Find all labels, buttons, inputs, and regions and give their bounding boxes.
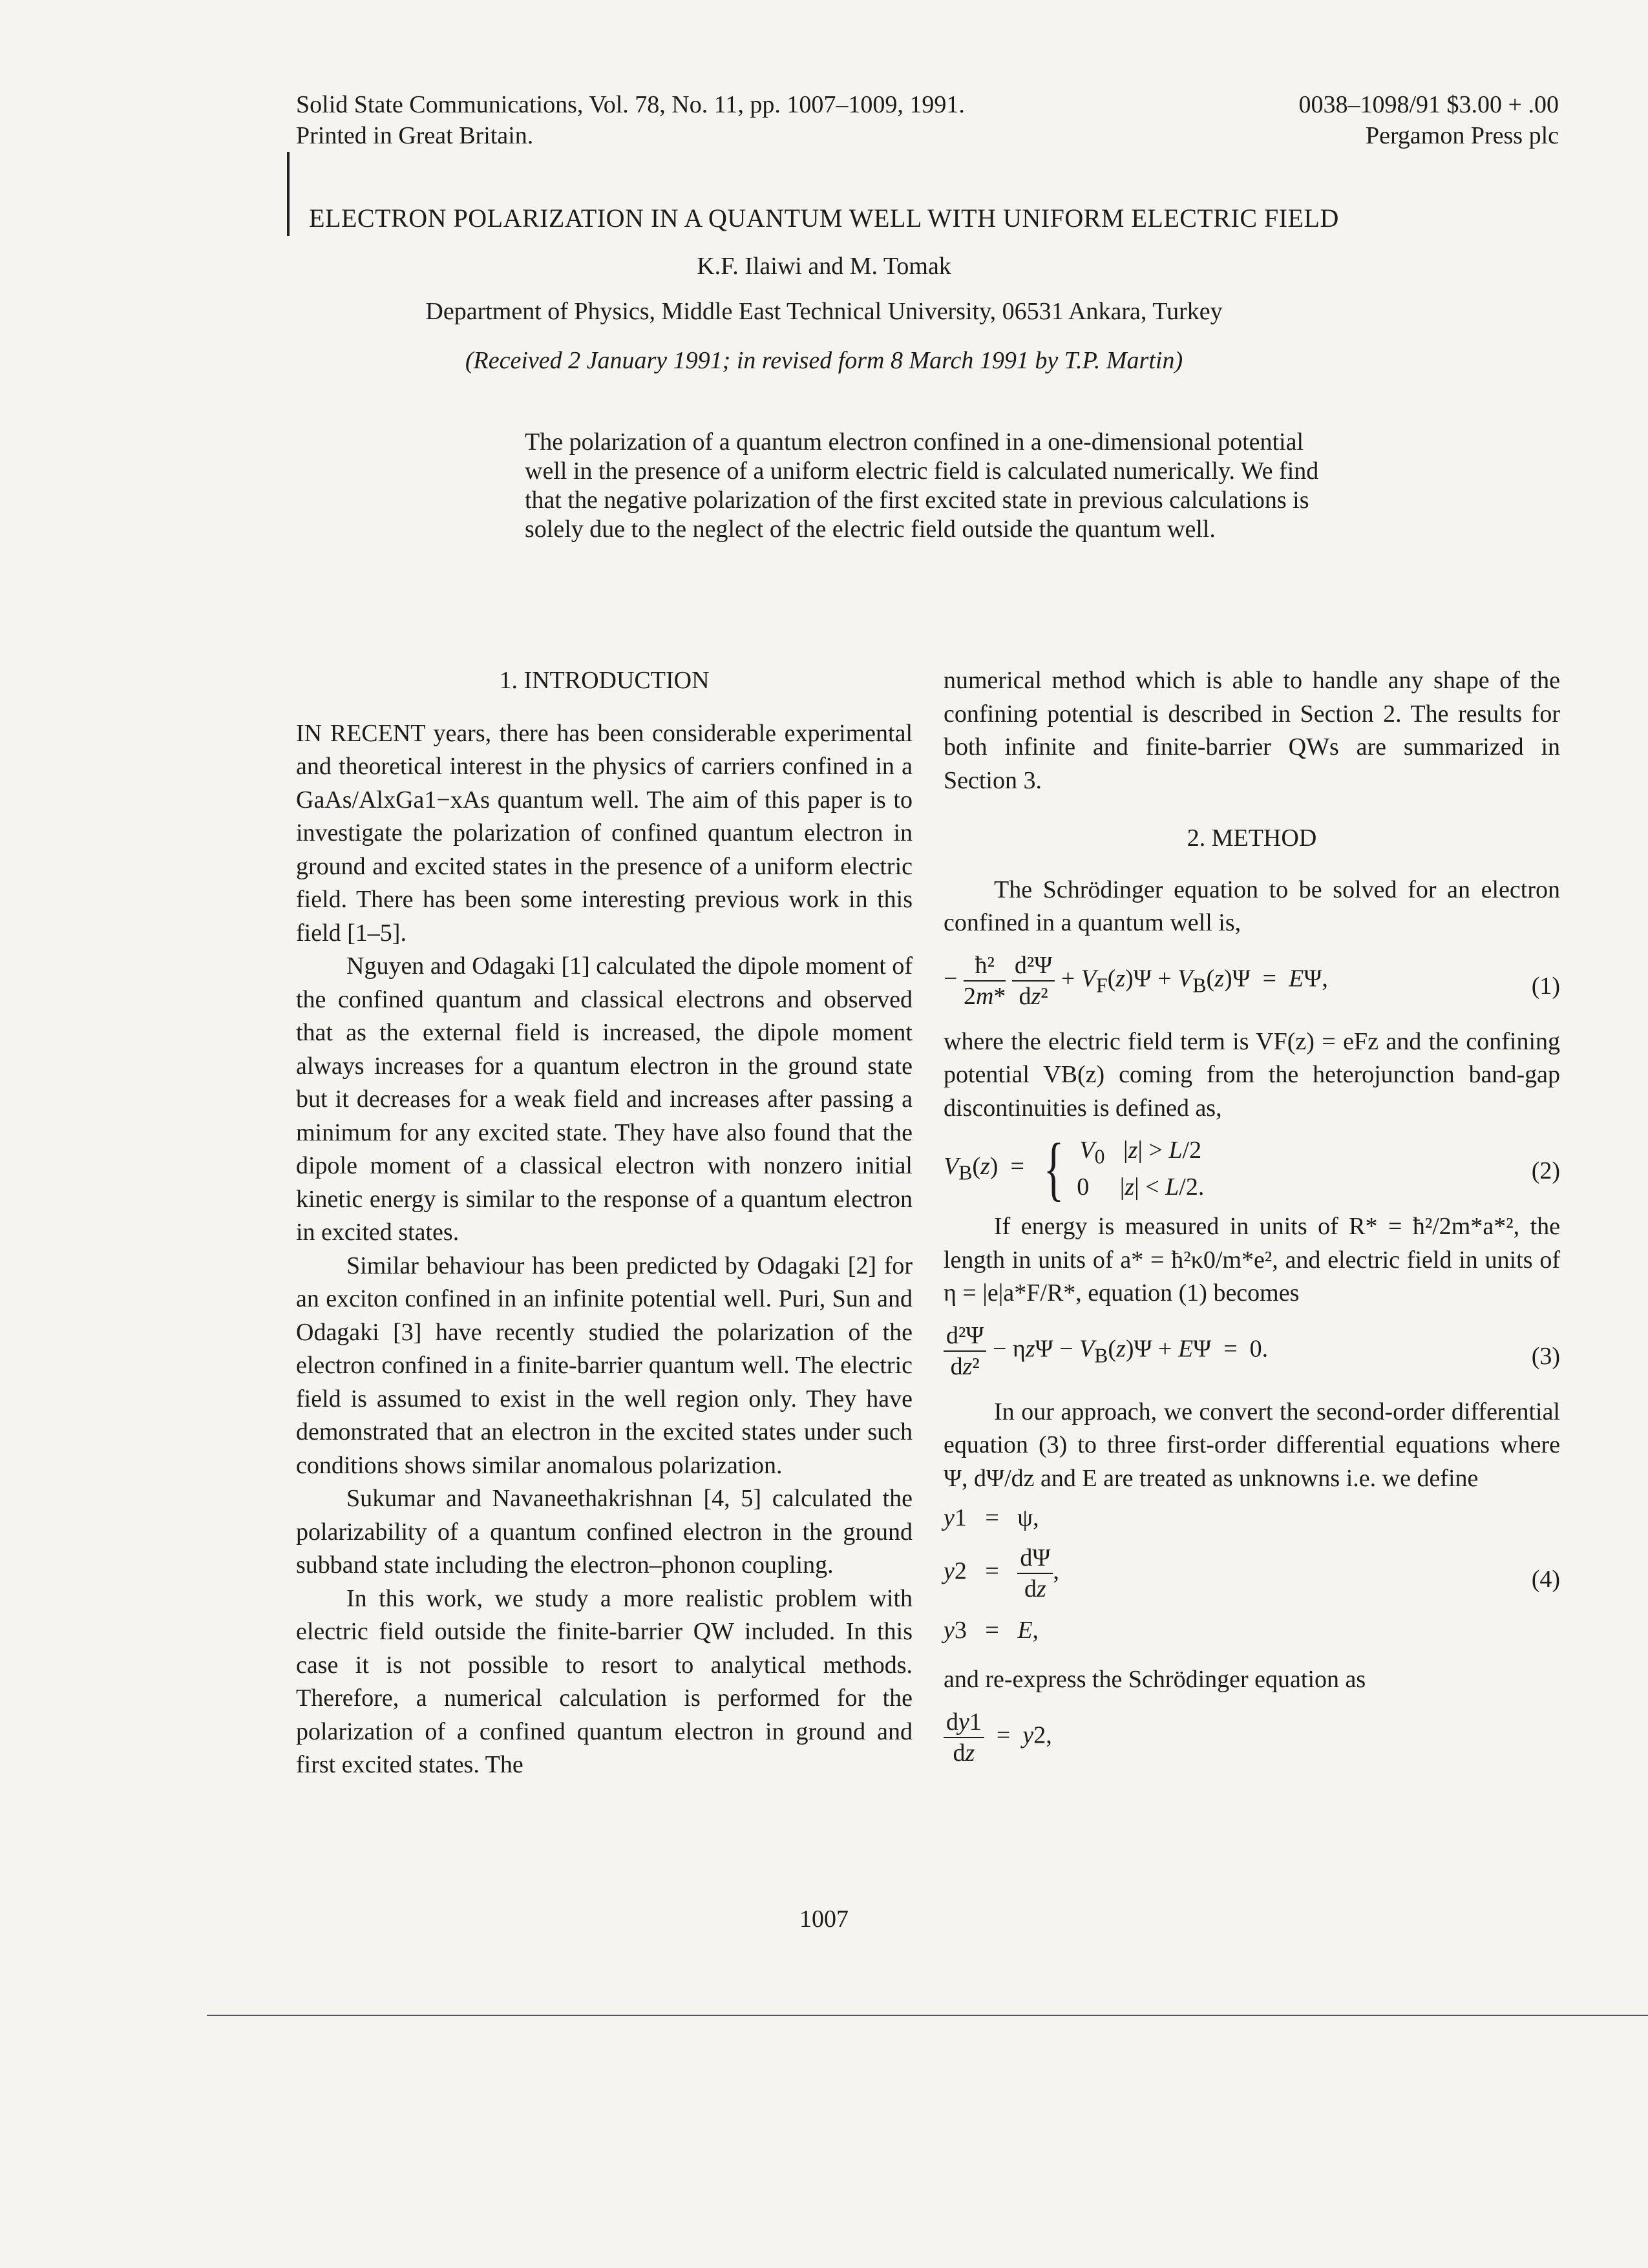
method-paragraph-1: The Schrödinger equation to be solved for an electron confined in a quantum well is, <box>944 876 1560 936</box>
equation-2-number: (2) <box>1531 1157 1560 1184</box>
method-paragraph-4: In our approach, we convert the second-order differential equation (3) to three first-order differential equations where Ψ, dΨ/dz and E are treated as unknowns i.e. we define <box>944 1398 1560 1492</box>
equation-2: $V_B(z)$ = { $V_0$ |z| > L/2 0 |z| < L/2. (2) <box>944 1129 1560 1208</box>
abstract: The polarization of a quantum electron confined in a one-dimensional potential well in the presence of a uniform electric field is calculated numerically. We find that the negative polarization of the first excited state in previous calculations is solely due to the neglect of the electric field outside the quantum well. <box>525 428 1319 543</box>
scan-edge-line <box>207 2015 1648 2016</box>
right-column <box>944 664 1560 1782</box>
section-heading-introduction: 1. INTRODUCTION <box>499 667 710 694</box>
intro-paragraph-3: Similar behaviour has been predicted by Odagaki [2] for an exciton confined in an infinite potential well. Puri, Sun and Odagaki [3] have recently studied the polarization of the electron confined in a finite-barrier quantum well. The electric field is assumed to exist in the well region only. They have demonstrated that an electron in the excited states under such conditions shows similar anomalous polarization. <box>296 1252 913 1479</box>
journal-citation: Solid State Communications, Vol. 78, No. 11, pp. 1007–1009, 1991. <box>296 91 965 118</box>
paper-title: ELECTRON POLARIZATION IN A QUANTUM WELL WITH UNIFORM ELECTRIC FIELD <box>309 204 1339 233</box>
intro-continuation: numerical method which is able to handle any shape of the confining potential is described in Section 2. The results for both infinite and finite-barrier QWs are summarized in Section 3. <box>944 667 1560 794</box>
intro-paragraph-4: Sukumar and Navaneethakrishnan [4, 5] calculated the polarizability of a quantum confined electron in the ground subband state including the electron–phonon coupling. <box>296 1485 913 1579</box>
paper-affiliation: Department of Physics, Middle East Technical University, 06531 Ankara, Turkey <box>425 298 1223 325</box>
equation-1-number: (1) <box>1531 972 1560 1000</box>
intro-paragraph-5: In this work, we study a more realistic problem with electric field outside the finite-barrier QW included. In this case it is not possible to resort to analytical methods. Therefore, a numerical calculation is performed for the polarization of a confined quantum electron in ground and first excited states. The <box>296 1584 913 1778</box>
equation-5: $\frac{dy1}{dz}$ = y2, <box>944 1707 1560 1772</box>
method-paragraph-5: and re-express the Schrödinger equation as <box>944 1666 1366 1693</box>
journal-header <box>296 89 965 151</box>
issn-price: 0038–1098/91 $3.00 + .00 <box>1298 91 1559 118</box>
method-paragraph-2: where the electric field term is VF(z) = eFz and the confining potential VB(z) coming from the heterojunction band-gap discontinuities is defined as, <box>944 1027 1560 1122</box>
section-heading-method: 2. METHOD <box>1187 824 1317 852</box>
intro-paragraph-1: IN RECENT years, there has been considerable experimental and theoretical interest in the physics of carriers confined in a GaAs/AlxGa1−xAs quantum well. The aim of this paper is to investigate the polarization of confined quantum electron in ground and excited states in the presence of a uniform electric field. There has been some interesting previous work in this field [1–5]. <box>296 719 913 947</box>
equation-4-number: (4) <box>1531 1566 1560 1593</box>
publisher-name: Pergamon Press plc <box>1365 122 1559 149</box>
equation-4: y1 = ψ, y2 = $\frac{d\Psi}{dz}$ , y3 = E, (4) <box>944 1504 1560 1644</box>
equation-1: − $\frac{\text{ħ²}}{2m*}$ $\frac{\text{d²Ψ}}{\text{dz²}}$ + $V_F(z)\Psi + V_B(z)\Psi = E\Psi$, (1) <box>944 951 1560 1010</box>
printed-in: Printed in Great Britain. <box>296 122 534 149</box>
equation-3-number: (3) <box>1531 1342 1560 1370</box>
paper-authors: K.F. Ilaiwi and M. Tomak <box>697 253 951 280</box>
intro-paragraph-2: Nguyen and Odagaki [1] calculated the dipole moment of the confined quantum and classical electrons and observed that as the external field is increased, the dipole moment always increases for a quantum electron in the ground state but it decreases for a weak field and increases after passing a minimum for any excited state. They have also found that the dipole moment of a classical electron with nonzero initial kinetic energy is similar to the response of a quantum electron in excited states. <box>296 952 913 1246</box>
page-number: 1007 <box>799 1906 849 1933</box>
method-paragraph-3: If energy is measured in units of R* = ħ²/2m*a*², the length in units of a* = ħ²κ0/m*e², and electric field in units of η = |e|a*F/R*, equation (1) becomes <box>944 1213 1560 1307</box>
equation-3: $\frac{\text{d²Ψ}}{\text{dz²}}$ − $\eta z\Psi - V_B(z)\Psi + E\Psi = 0$. (3) <box>944 1321 1560 1385</box>
publisher-header <box>1299 89 1559 151</box>
received-dates: (Received 2 January 1991; in revised form 8 March 1991 by T.P. Martin) <box>465 347 1183 374</box>
left-column <box>296 664 913 1782</box>
